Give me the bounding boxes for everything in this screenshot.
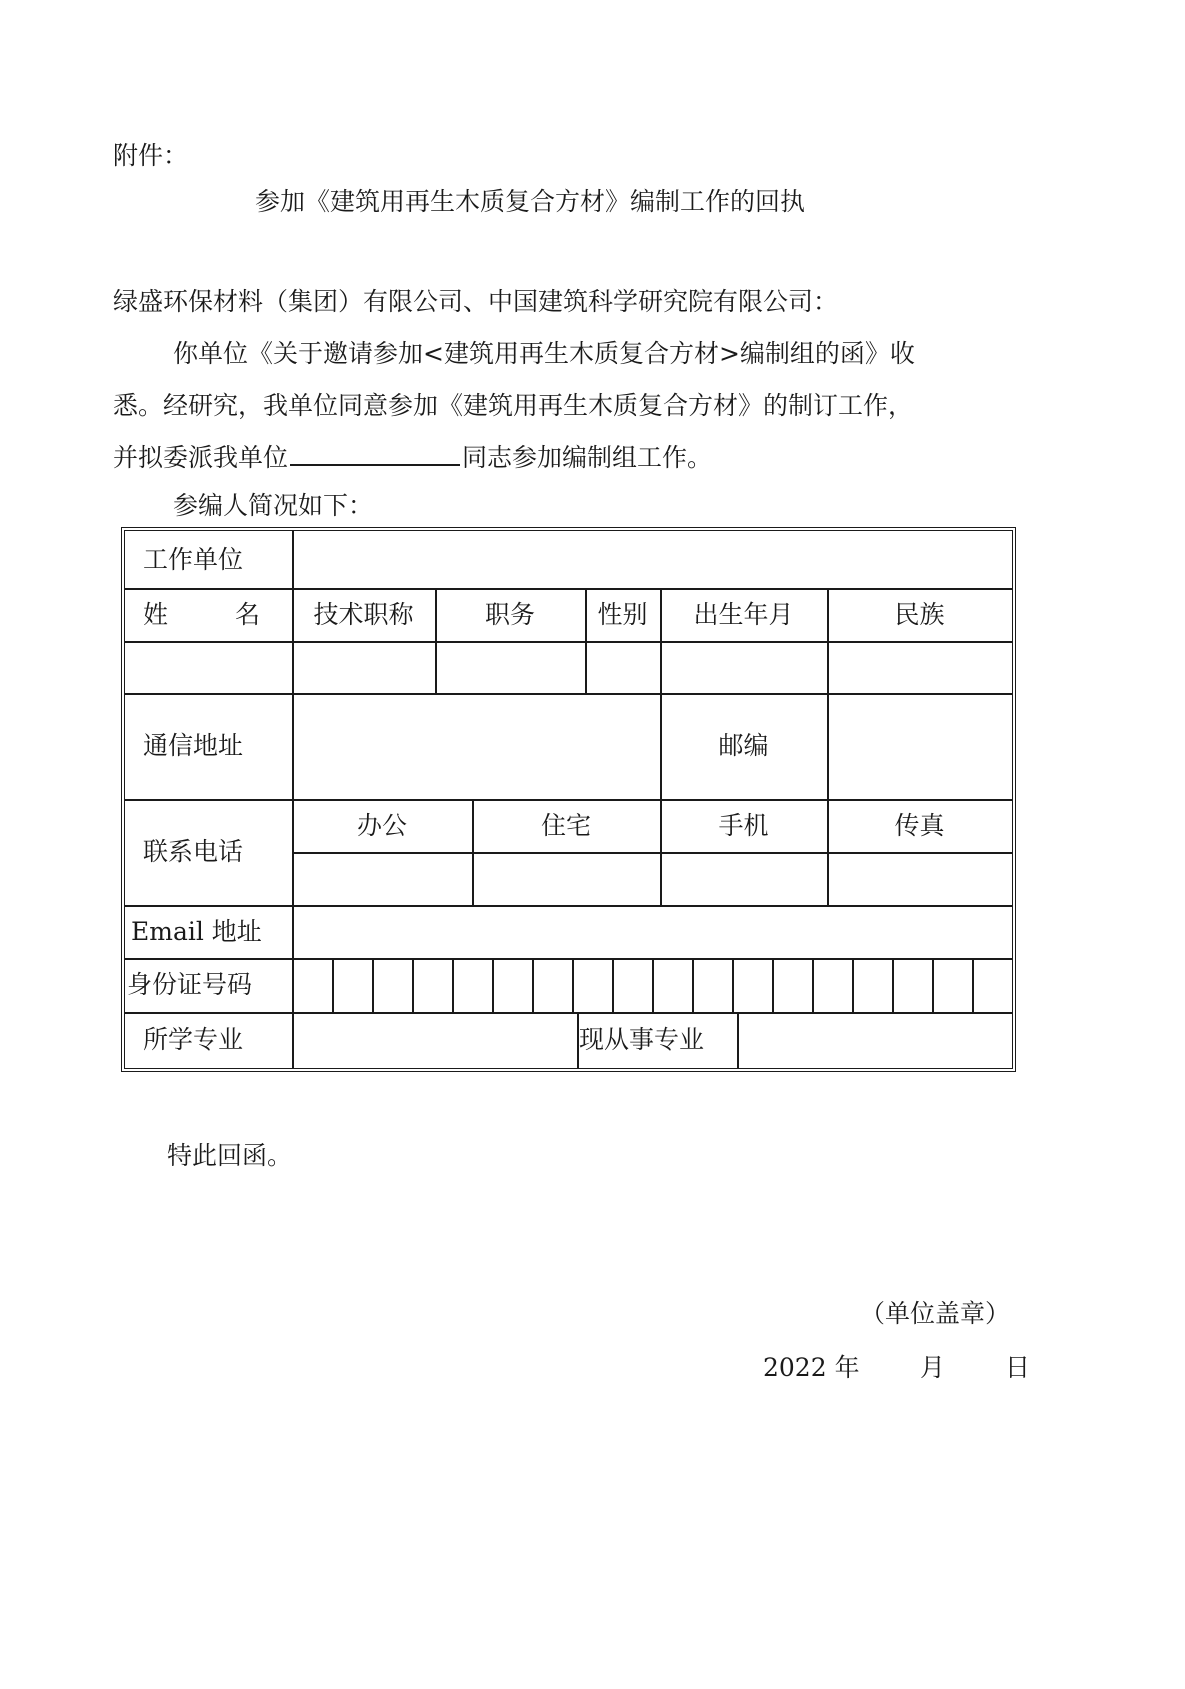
letter-line-2: 悉。经研究，我单位同意参加《建筑用再生木质复合方材》的制订工作， [113, 391, 914, 420]
date-year: 2022 年 [763, 1353, 860, 1382]
ethnicity-field[interactable] [829, 643, 1011, 692]
home-phone-field[interactable] [474, 854, 659, 904]
position-field[interactable] [437, 643, 584, 692]
current-major-field[interactable] [739, 1014, 1011, 1067]
closing-remark: 特此回函。 [167, 1141, 293, 1170]
home-phone-label: 住宅 [540, 810, 591, 840]
postcode-field[interactable] [829, 695, 1011, 798]
postcode-label: 邮编 [718, 731, 769, 760]
mobile-label: 手机 [718, 810, 769, 840]
phone-label: 联系电话 [143, 837, 244, 866]
id-number-field[interactable] [294, 960, 1010, 1011]
fax-field[interactable] [829, 854, 1011, 904]
mobile-field[interactable] [662, 854, 826, 904]
date-month: 月 [920, 1353, 946, 1382]
participant-form [121, 527, 1016, 1072]
letter-line-3-after: 同志参加编制组工作。 [462, 443, 713, 472]
address-field[interactable] [294, 695, 659, 798]
name-field[interactable] [127, 643, 291, 692]
birth-label: 出生年月 [693, 599, 794, 629]
ethnicity-label: 民族 [894, 599, 945, 629]
office-phone-field[interactable] [294, 854, 471, 904]
work-unit-field[interactable] [294, 533, 1010, 587]
work-unit-label: 工作单位 [143, 544, 244, 574]
attachment-label: 附件： [113, 141, 189, 170]
unit-seal: （单位盖章） [860, 1299, 1011, 1328]
tech-title-label: 技术职称 [313, 599, 414, 629]
id-number-label: 身份证号码 [127, 970, 253, 999]
position-label: 职务 [484, 599, 535, 629]
gender-field[interactable] [587, 643, 659, 692]
major-field[interactable] [294, 1014, 576, 1067]
major-label: 所学专业 [143, 1025, 244, 1054]
email-label: Email 地址 [131, 916, 262, 946]
fax-label: 传真 [894, 810, 945, 840]
name-label-first: 姓 [143, 599, 169, 629]
addressee: 绿盛环保材料（集团）有限公司、中国建筑科学研究院有限公司： [113, 287, 839, 316]
office-phone-label: 办公 [356, 810, 407, 840]
current-major-label: 现从事专业 [579, 1025, 705, 1054]
delegate-name-blank[interactable] [290, 440, 460, 466]
birth-field[interactable] [662, 643, 826, 692]
participant-intro: 参编人简况如下： [173, 491, 374, 520]
letter-line-3-before: 并拟委派我单位 [113, 443, 289, 472]
letter-line-3 [113, 440, 712, 474]
name-label-second: 名 [235, 599, 261, 629]
document-title: 参加《建筑用再生木质复合方材》编制工作的回执 [255, 187, 806, 216]
email-field[interactable] [294, 907, 1010, 957]
address-label: 通信地址 [143, 731, 244, 760]
letter-line-1: 你单位《关于邀请参加<建筑用再生木质复合方材>编制组的函》收 [173, 339, 915, 368]
date-day: 日 [1005, 1353, 1031, 1382]
gender-label: 性别 [597, 599, 648, 629]
tech-title-field[interactable] [294, 643, 434, 692]
